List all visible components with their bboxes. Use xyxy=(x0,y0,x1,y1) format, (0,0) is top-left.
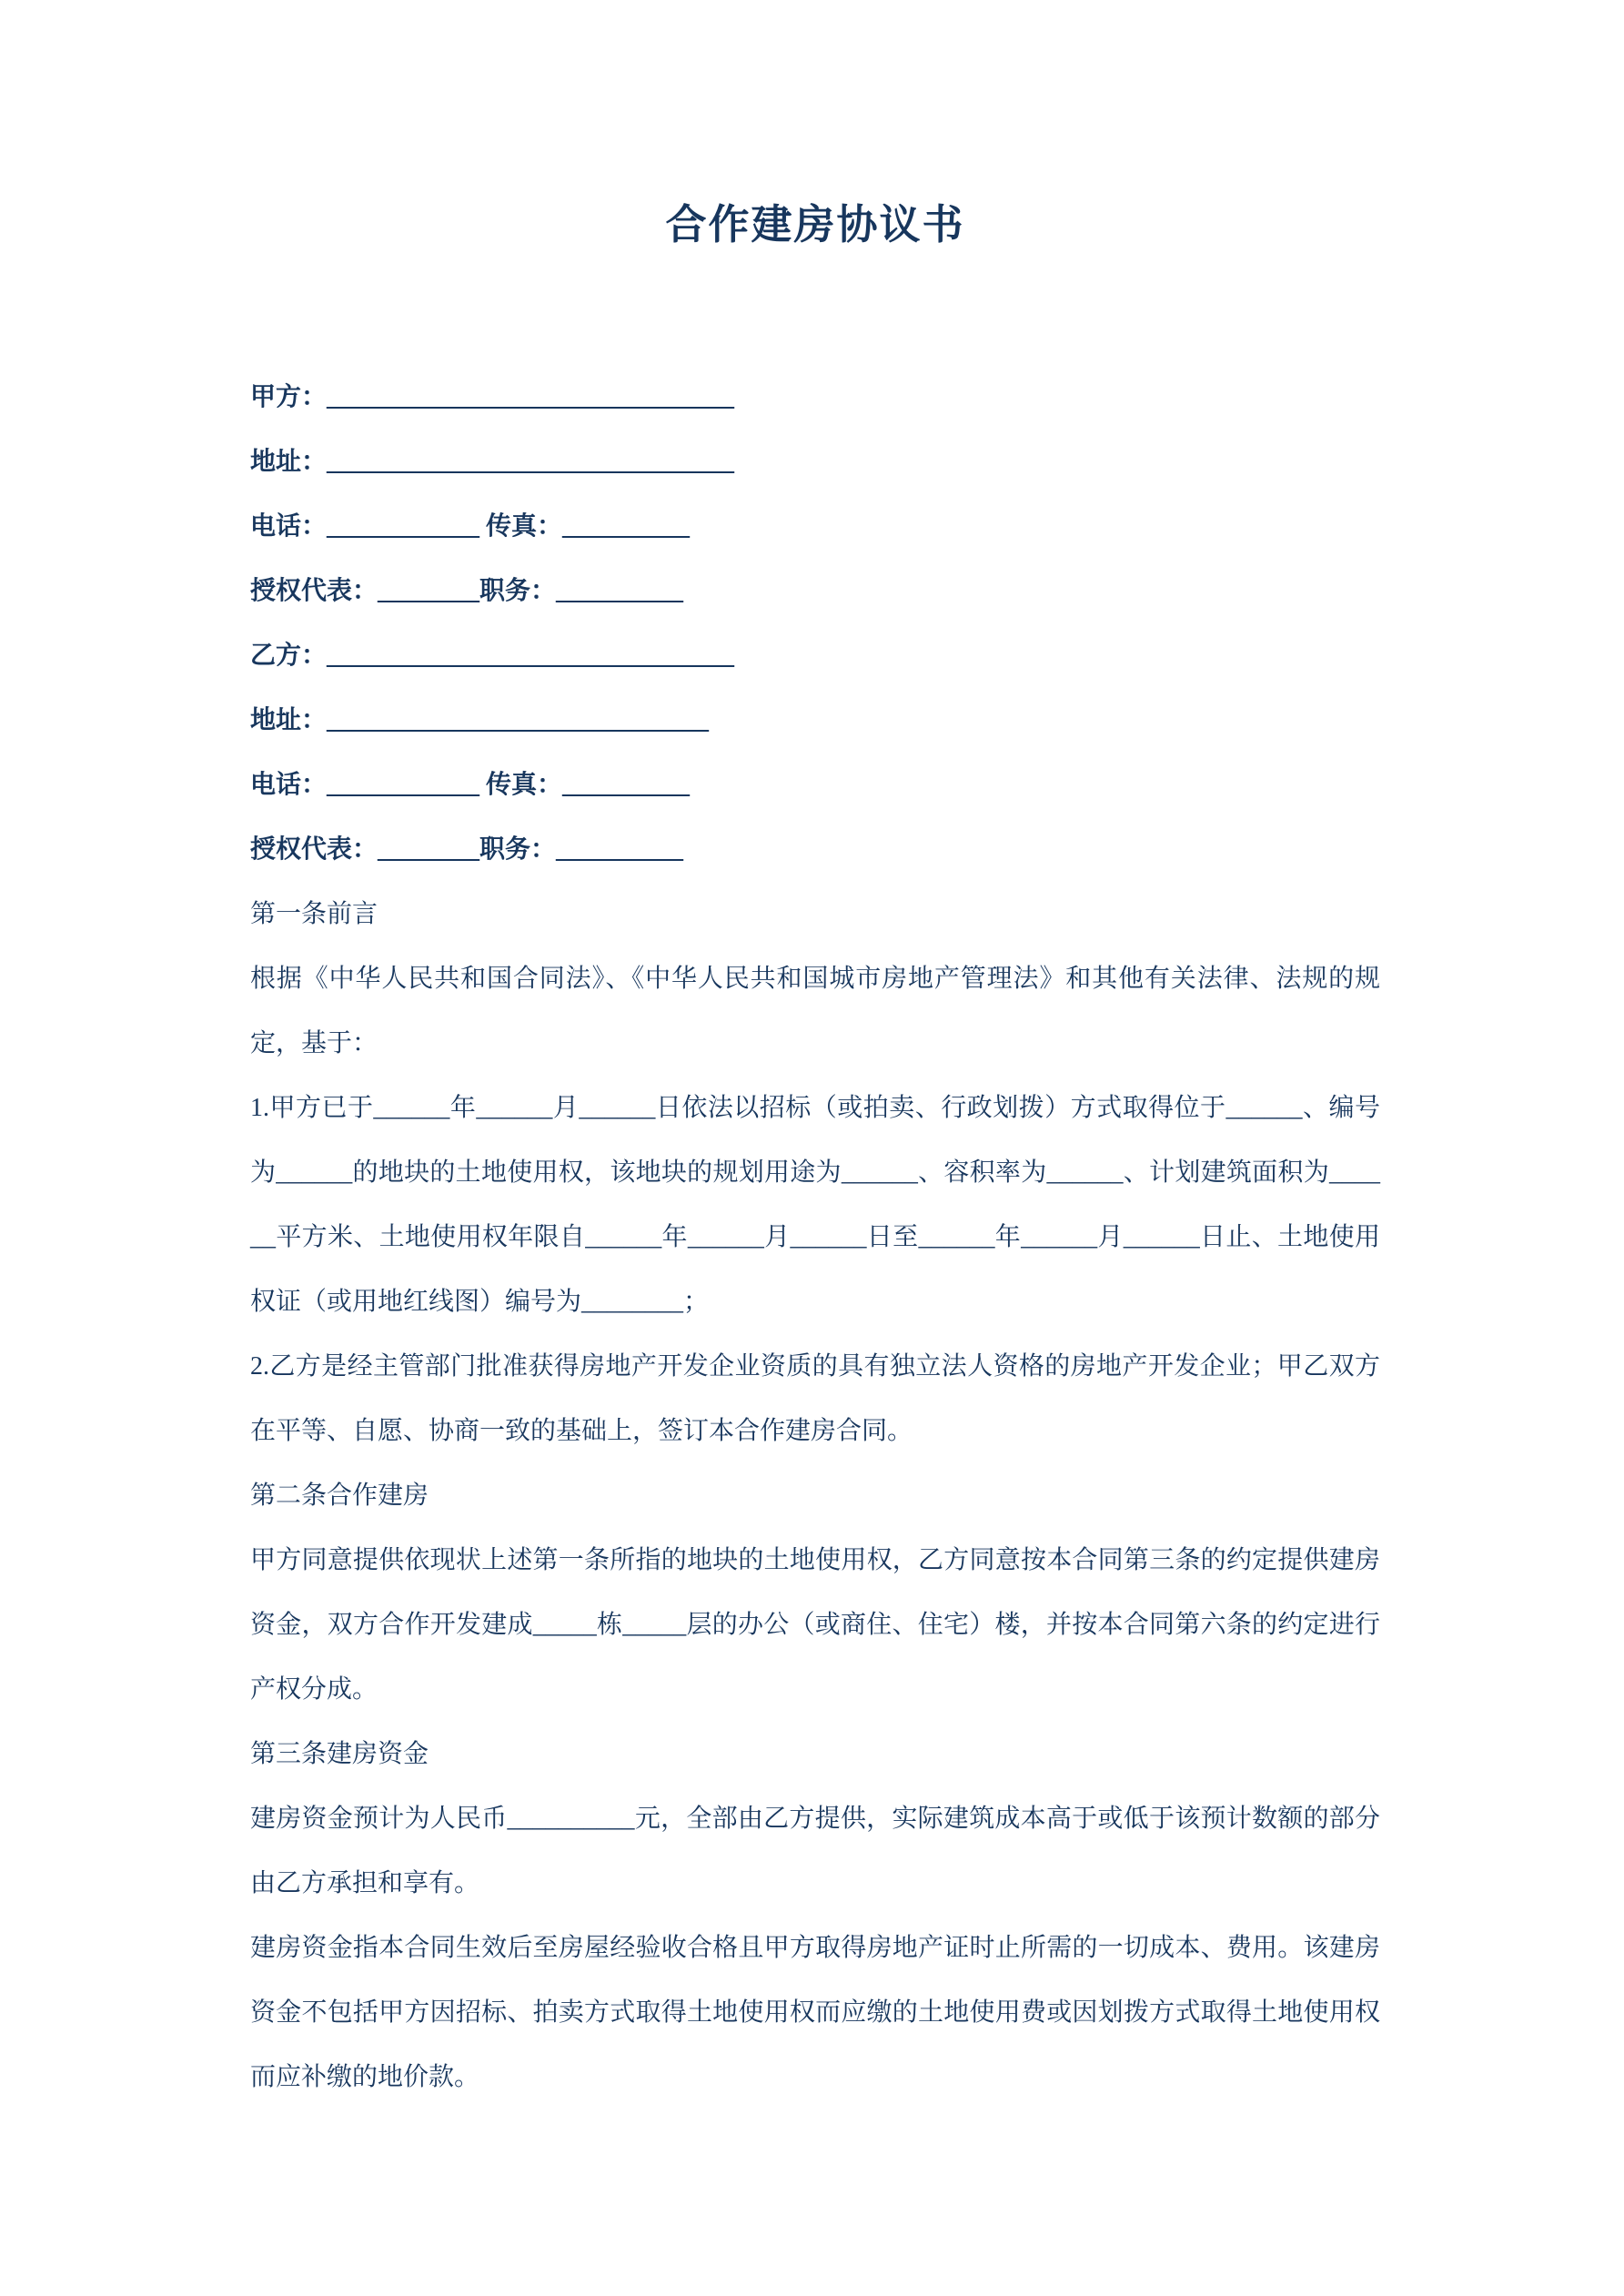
party-b-address-line: 地址：______________________________ xyxy=(250,706,710,734)
article-3-paragraph-1: 建房资金预计为人民币__________元，全部由乙方提供，实际建筑成本高于或低于该预计数额的部分由乙方承担和享有。 xyxy=(250,1805,1380,1897)
article-2-heading: 第二条合作建房 xyxy=(250,1482,429,1510)
document-body xyxy=(250,882,1380,2109)
party-a-phone-fax-line: 电话：____________ 传真：__________ xyxy=(250,512,691,541)
article-1-heading: 第一条前言 xyxy=(250,900,378,928)
article-1-intro-paragraph: 根据《中华人民共和国合同法》、《中华人民共和国城市房地产管理法》和其他有关法律、法规的规定，基于： xyxy=(250,965,1380,1057)
party-a-rep-title-line: 授权代表：________职务：__________ xyxy=(250,577,684,605)
party-b-name-line: 乙方：________________________________ xyxy=(250,642,735,670)
document-title: 合作建房协议书 xyxy=(665,202,965,248)
party-info-section xyxy=(250,365,1380,882)
article-2-paragraph: 甲方同意提供依现状上述第一条所指的地块的土地使用权，乙方同意按本合同第三条的约定提供建房资金，双方合作开发建成_____栋_____层的办公（或商住、住宅）楼，并按本合同第六条的约定进行产权分成。 xyxy=(250,1546,1380,1704)
party-b-rep-title-line: 授权代表：________职务：__________ xyxy=(250,835,684,864)
party-b-phone-fax-line: 电话：____________ 传真：__________ xyxy=(250,771,691,799)
party-a-address-line: 地址：________________________________ xyxy=(250,448,735,476)
article-3-heading: 第三条建房资金 xyxy=(250,1740,429,1768)
article-1-clause-1: 1.甲方已于______年______月______日依法以招标（或拍卖、行政划拨）方式取得位于______、编号为______的地块的土地使用权，该地块的规划用途为______、容积率为______、计划建筑面积为______平方米、土地使用权年限自______年______月______日至______年______月______日止、土地使用权证（或用地红线图）编号为________； xyxy=(250,1094,1380,1316)
article-3-paragraph-2: 建房资金指本合同生效后至房屋经验收合格且甲方取得房地产证时止所需的一切成本、费用。该建房资金不包括甲方因招标、拍卖方式取得土地使用权而应缴的土地使用费或因划拨方式取得土地使用权而应补缴的地价款。 xyxy=(250,1934,1380,2091)
article-1-clause-2: 2.乙方是经主管部门批准获得房地产开发企业资质的具有独立法人资格的房地产开发企业；甲乙双方在平等、自愿、协商一致的基础上，签订本合作建房合同。 xyxy=(250,1352,1380,1445)
party-a-name-line: 甲方：________________________________ xyxy=(250,383,735,411)
